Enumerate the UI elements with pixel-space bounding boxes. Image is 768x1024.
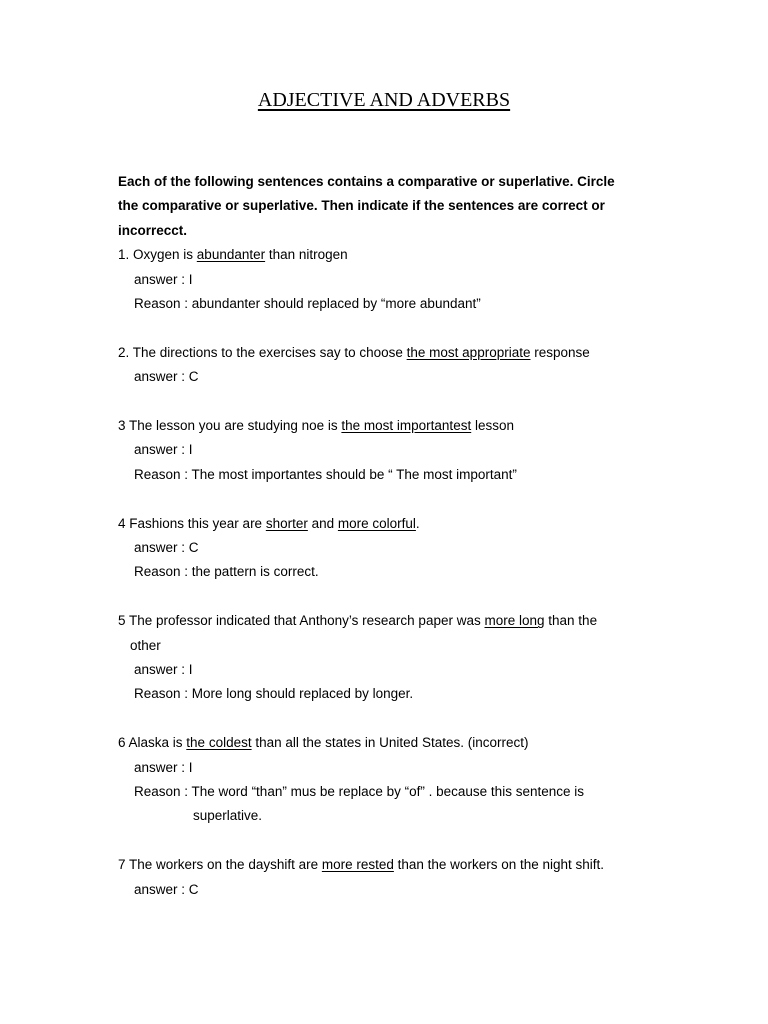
instructions <box>118 170 718 243</box>
spacer <box>118 316 718 340</box>
reason-continuation: superlative. <box>193 808 263 824</box>
instructions-line: incorrecct. <box>118 222 188 238</box>
underlined-phrase: abundanter <box>196 247 266 263</box>
underlined-phrase: more colorful <box>337 515 416 531</box>
sentence-text: than the workers on the night shift. <box>393 857 605 873</box>
underlined-phrase: the most importantest <box>341 418 472 434</box>
sentence-text: response <box>530 344 590 360</box>
underlined-phrase: shorter <box>265 515 308 531</box>
sentence-text: than nitrogen <box>265 247 348 263</box>
document-body <box>118 170 718 902</box>
sentence-text: than the <box>544 613 598 629</box>
spacer <box>118 829 718 853</box>
sentence-text: and <box>307 515 338 531</box>
question-sentence <box>118 853 718 877</box>
answer-line: answer : C <box>134 540 199 556</box>
question-7 <box>118 853 718 902</box>
reason-line: Reason : abundanter should replaced by “more abundant” <box>134 296 481 312</box>
question-sentence <box>118 414 718 438</box>
answer-line: answer : I <box>134 271 193 287</box>
spacer <box>118 585 718 609</box>
sentence-text: 2. The directions to the exercises say to choose <box>118 344 407 360</box>
spacer <box>118 707 718 731</box>
question-2 <box>118 341 718 390</box>
underlined-phrase: more long <box>484 613 545 629</box>
question-sentence <box>118 731 718 755</box>
reason-line: Reason : The most importantes should be “ The most important” <box>134 466 517 482</box>
instructions-line: Each of the following sentences contains a comparative or superlative. Circle <box>118 174 615 189</box>
question-3 <box>118 414 718 487</box>
question-sentence <box>118 243 718 267</box>
spacer <box>118 390 718 414</box>
answer-line: answer : C <box>134 369 199 385</box>
document-title <box>0 88 768 112</box>
underlined-phrase: more rested <box>321 857 394 873</box>
instructions-line: the comparative or superlative. Then indicate if the sentences are correct or <box>118 198 605 214</box>
sentence-text: lesson <box>471 418 514 434</box>
sentence-text: 5 The professor indicated that Anthony’s research paper was <box>118 613 485 629</box>
answer-line: answer : C <box>134 881 199 897</box>
sentence-continuation: other <box>130 637 161 653</box>
sentence-text: 3 The lesson you are studying noe is <box>118 418 342 434</box>
sentence-text: 6 Alaska is <box>118 735 187 751</box>
spacer <box>118 487 718 511</box>
question-1 <box>118 243 718 316</box>
answer-line: answer : I <box>134 662 193 678</box>
reason-line: Reason : the pattern is correct. <box>134 564 319 580</box>
sentence-text: than all the states in United States. (incorrect) <box>251 735 529 751</box>
answer-line: answer : I <box>134 442 193 458</box>
underlined-phrase: the coldest <box>186 735 252 751</box>
question-6 <box>118 731 718 829</box>
underlined-phrase: the most appropriate <box>406 344 531 360</box>
question-sentence <box>118 341 718 365</box>
sentence-text: . <box>415 515 420 531</box>
question-4 <box>118 512 718 585</box>
reason-line: Reason : More long should replaced by longer. <box>134 686 414 702</box>
reason-line: Reason : The word “than” mus be replace by “of” . because this sentence is <box>134 784 584 800</box>
question-sentence <box>118 609 718 633</box>
sentence-text: 4 Fashions this year are <box>118 515 266 531</box>
title-text: ADJECTIVE AND ADVERBS <box>257 89 511 111</box>
question-sentence <box>118 512 718 536</box>
sentence-text: 7 The workers on the dayshift are <box>118 857 322 873</box>
answer-line: answer : I <box>134 759 193 775</box>
sentence-text: 1. Oxygen is <box>118 247 197 263</box>
question-5 <box>118 609 718 707</box>
